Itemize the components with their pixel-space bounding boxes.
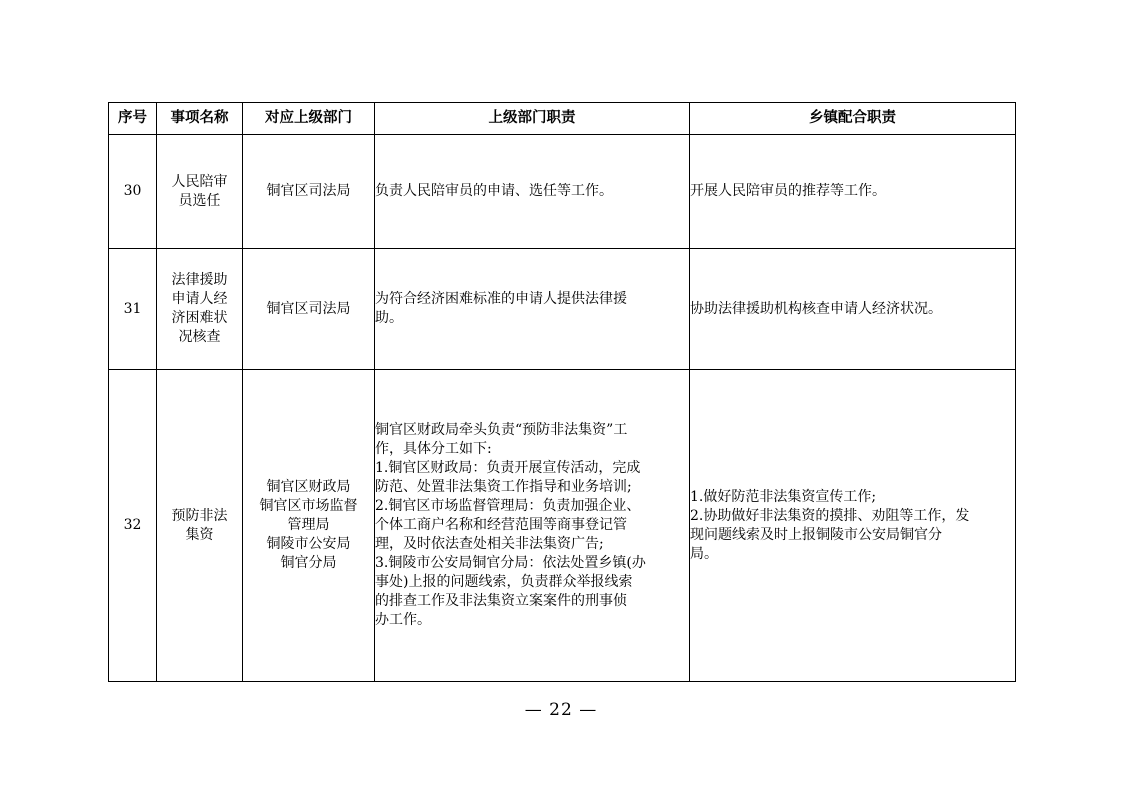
header-town-duty: 乡镇配合职责 [690,103,1016,135]
table-row [109,135,1016,249]
row-number: 32 [109,370,157,682]
row-upper-duty: 负责人民陪审员的申请、选任等工作。 [375,135,690,249]
row-item-name: 人民陪审 员选任 [157,135,243,249]
header-number: 序号 [109,103,157,135]
header-upper-duty: 上级部门职责 [375,103,690,135]
row-department: 铜官区司法局 [243,249,375,370]
row-number: 31 [109,249,157,370]
row-upper-duty: 铜官区财政局牵头负责“预防非法集资”工 作，具体分工如下: 1.铜官区财政局：负责开展宣传活动，完成 防范、处置非法集资工作指导和业务培训; 2.铜官区市场监督管理局：负责加强企业、 个体工商户名称和经营范围等商事登记管 理，及时依法查处相关非法集资广告; 3.铜陵市公安局铜官分局：依法处置乡镇(办 事处)上报的问题线索，负责群众举报线索 的排查工作及非法集资立案案件的刑事侦 办工作。 [375,370,690,682]
row-department: 铜官区财政局 铜官区市场监督 管理局 铜陵市公安局 铜官分局 [243,370,375,682]
page-number: — 22 — [524,700,598,720]
row-item-name: 预防非法 集资 [157,370,243,682]
row-town-duty: 开展人民陪审员的推荐等工作。 [690,135,1016,249]
row-item-name: 法律援助 申请人经 济困难状 况核查 [157,249,243,370]
table-row [109,249,1016,370]
header-item-name: 事项名称 [157,103,243,135]
row-department: 铜官区司法局 [243,135,375,249]
row-town-duty: 1.做好防范非法集资宣传工作; 2.协助做好非法集资的摸排、劝阻等工作，发 现问题线索及时上报铜陵市公安局铜官分 局。 [690,370,1016,682]
table-row [109,370,1016,682]
duty-table [108,102,1016,682]
row-upper-duty: 为符合经济困难标准的申请人提供法律援 助。 [375,249,690,370]
header-department: 对应上级部门 [243,103,375,135]
table-header-row [109,103,1016,135]
row-town-duty: 协助法律援助机构核查申请人经济状况。 [690,249,1016,370]
row-number: 30 [109,135,157,249]
